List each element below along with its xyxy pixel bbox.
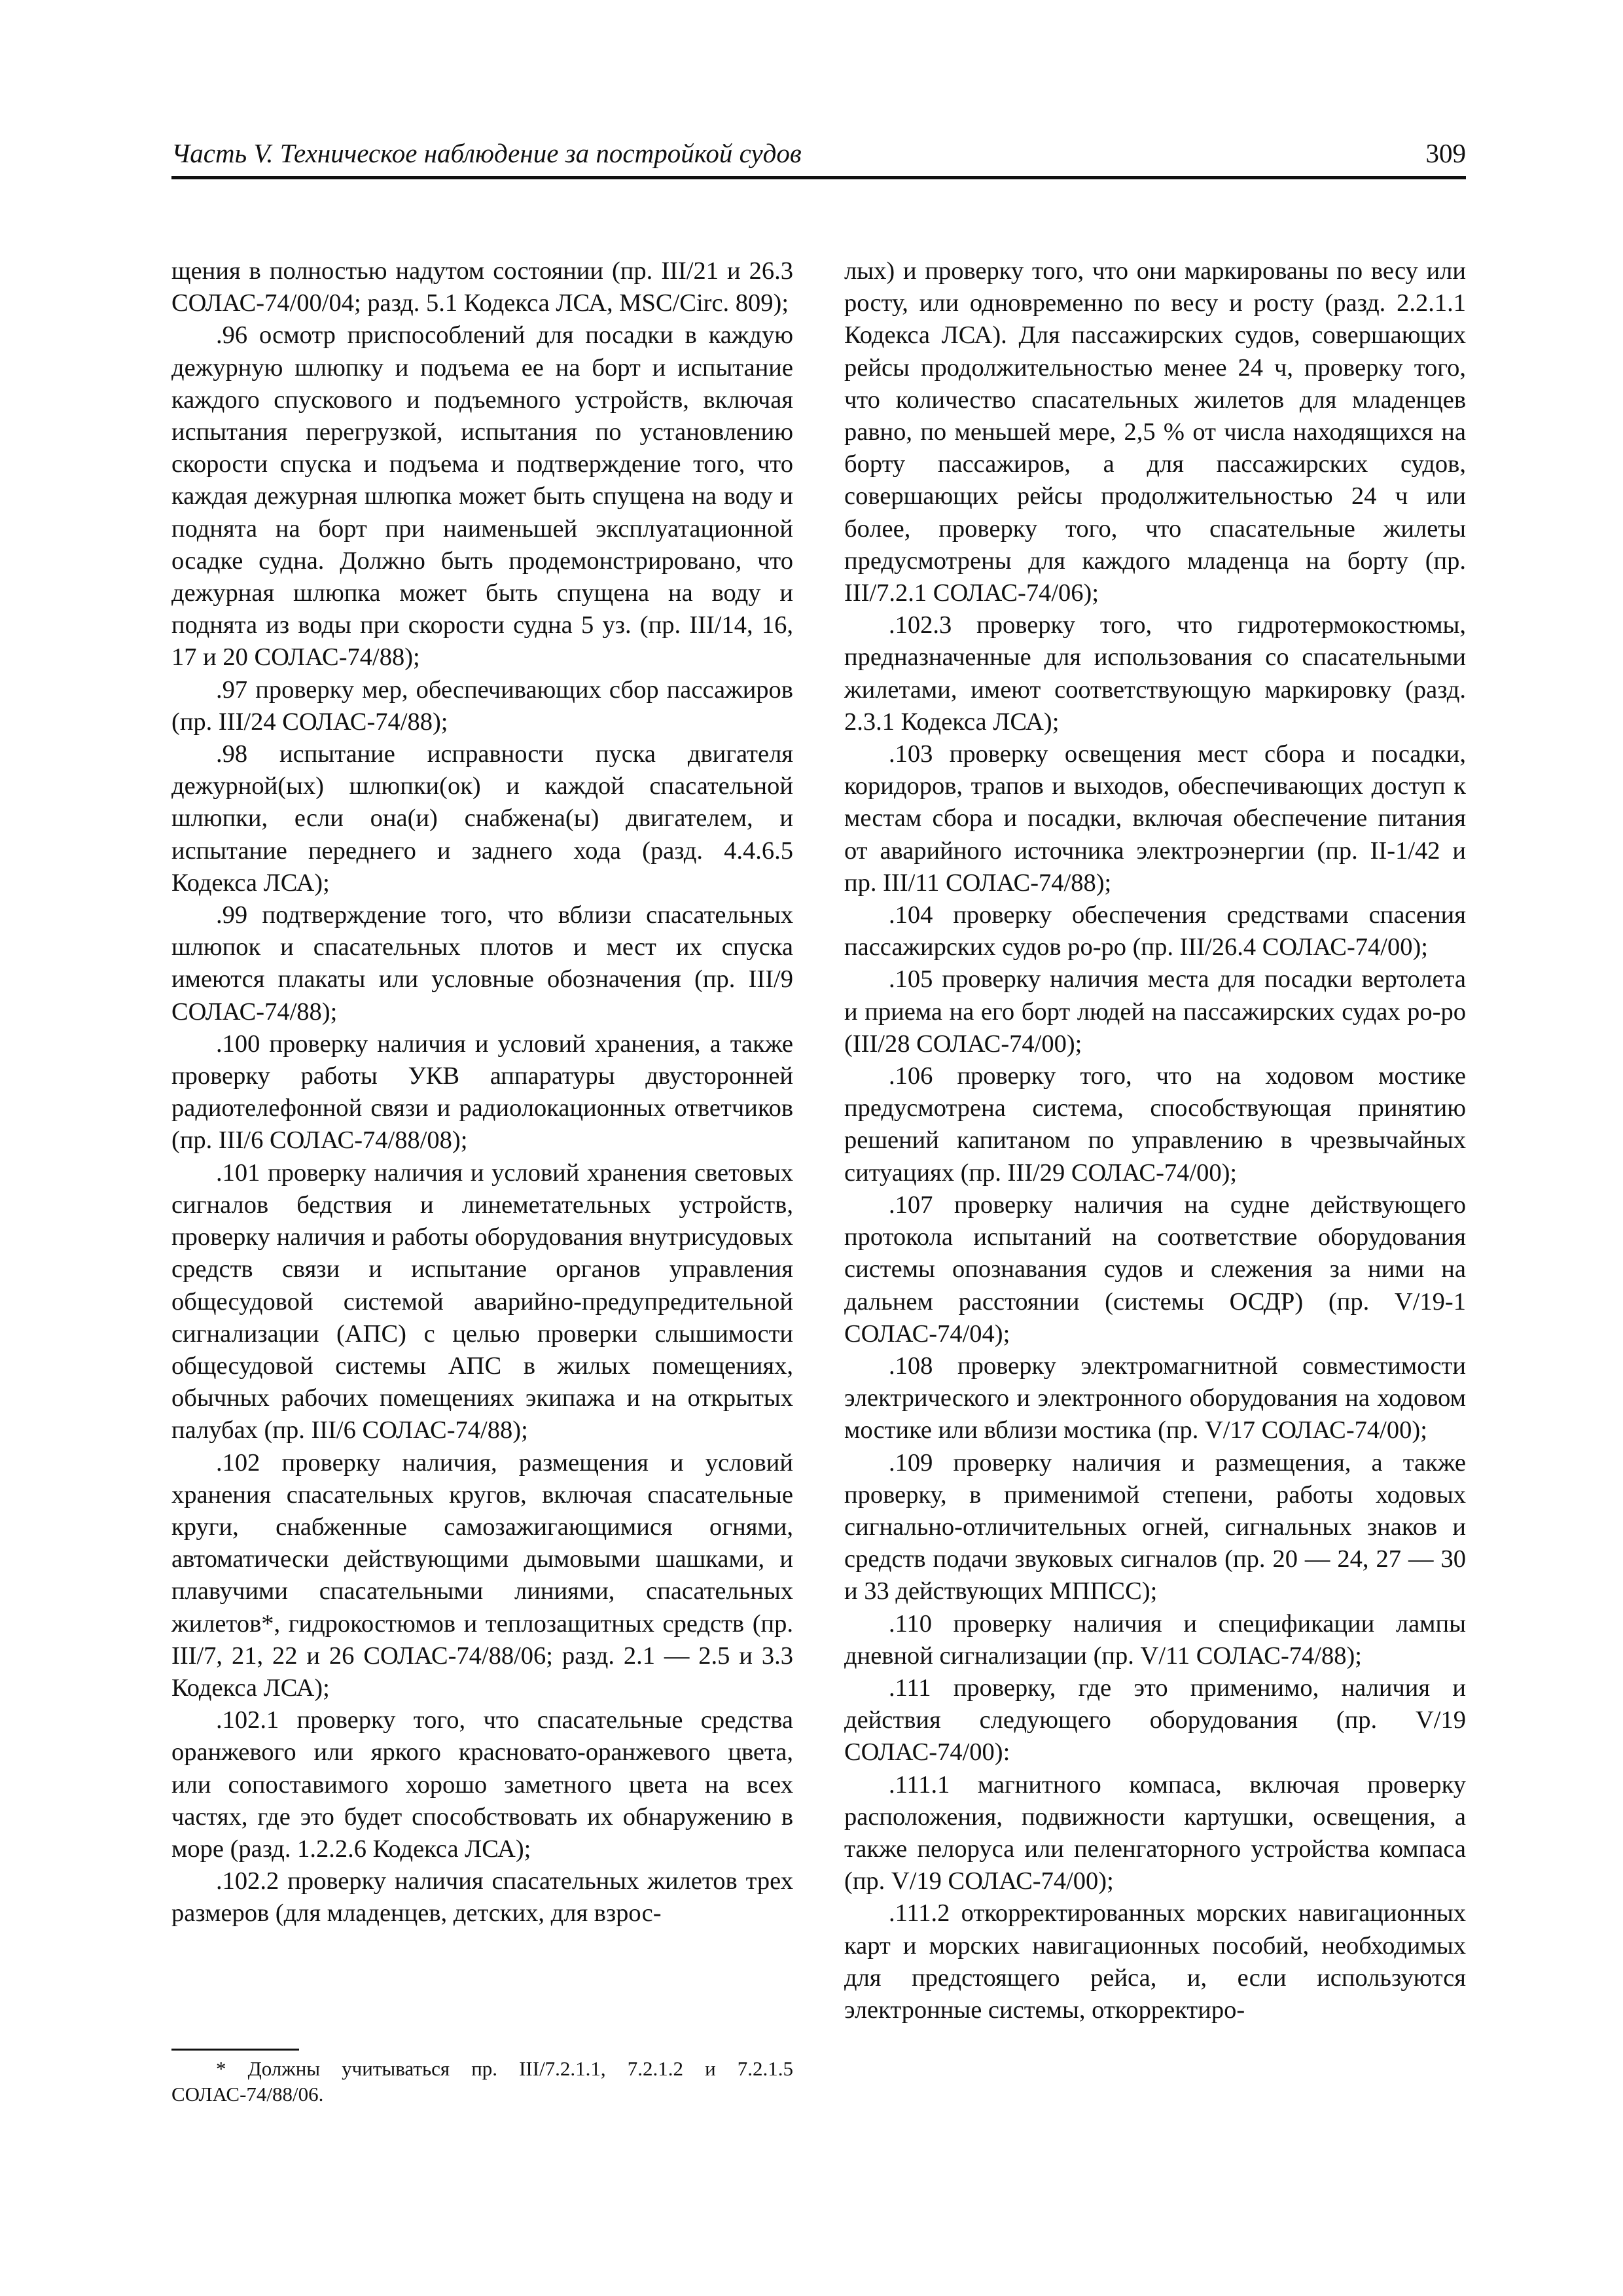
paragraph: .103 проверку освещения мест сбора и посадки, коридоров, трапов и выходов, обеспечивающих доступ к местам сбора и посадки, включая обеспечение питания от аварийного источника электроэнергии (пр. II-1/42 и пр. III/11 СОЛАС-74/88); bbox=[844, 740, 1466, 897]
paragraph: .102.3 проверку того, что гидротермокостюмы, предназначенные для использования со спасательными жилетами, имеют соответствующую маркировку (разд. 2.3.1 Кодекса ЛСА); bbox=[844, 611, 1466, 736]
header-rule bbox=[171, 176, 1466, 179]
footnote bbox=[171, 2049, 793, 2107]
paragraph: .105 проверку наличия места для посадки вертолета и приема на его борт людей на пассажирских судах ро-ро (III/28 СОЛАС-74/00); bbox=[844, 965, 1466, 1058]
paragraph: .107 проверку наличия на судне действующего протокола испытаний на соответствие оборудования системы опознавания судов и слежения за ними на дальнем расстоянии (системы ОСДР) (пр. V/19-1 СОЛАС-74/04); bbox=[844, 1191, 1466, 1348]
paragraph: .98 испытание исправности пуска двигателя дежурной(ых) шлюпки(ок) и каждой спасательной шлюпки, если она(и) снабжена(ы) двигателем, и испытание переднего и заднего хода (разд. 4.4.6.5 Кодекса ЛСА); bbox=[171, 740, 793, 897]
left-column bbox=[171, 255, 793, 1930]
paragraph: лых) и проверку того, что они маркированы по весу или росту, или одновременно по весу и росту (разд. 2.2.1.1 Кодекса ЛСА). Для пассажирских судов, совершающих рейсы продолжительностью менее 24 ч, проверку того, что количество спасательных жилетов для младенцев равно, по меньшей мере, 2,5 % от числа находящихся на борту пассажиров, а для пассажирских судов, совершающих рейсы продолжительностью 24 ч или более, проверку того, что спасательные жилеты предусмотрены для каждого младенца на борту (пр. III/7.2.1 СОЛАС-74/06); bbox=[844, 257, 1466, 607]
paragraph: .111 проверку, где это применимо, наличия и действия следующего оборудования (пр. V/19 СОЛАС-74/00): bbox=[844, 1674, 1466, 1767]
running-title: Часть V. Техническое наблюдение за постройкой судов bbox=[171, 138, 802, 168]
paragraph: .97 проверку мер, обеспечивающих сбор пассажиров (пр. III/24 СОЛАС-74/88); bbox=[171, 675, 793, 736]
paragraph: .108 проверку электромагнитной совместимости электрического и электронного оборудования на ходовом мостике или вблизи мостика (пр. V/17 СОЛАС-74/00); bbox=[844, 1352, 1466, 1444]
paragraph: .111.1 магнитного компаса, включая проверку расположения, подвижности картушки, освещения, а также пелоруса или пеленгаторного устройства компаса (пр. V/19 СОЛАС-74/00); bbox=[844, 1770, 1466, 1895]
paragraph: .102.2 проверку наличия спасательных жилетов трех размеров (для младенцев, детских, для взрос- bbox=[171, 1867, 793, 1928]
paragraph: .109 проверку наличия и размещения, а также проверку, в применимой степени, работы ходовых сигнально-отличительных огней, сигнальных знаков и средств подачи звуковых сигналов (пр. 20 — 24, 27 — 30 и 33 действующих МППСС); bbox=[844, 1448, 1466, 1605]
paragraph: .104 проверку обеспечения средствами спасения пассажирских судов ро-ро (пр. III/26.4 СОЛАС-74/00); bbox=[844, 901, 1466, 961]
footnote-rule bbox=[171, 2049, 299, 2051]
paragraph: .96 осмотр приспособлений для посадки в каждую дежурную шлюпку и подъема ее на борт и испытание каждого спускового и подъемного устройств, включая испытания перегрузкой, испытания по установлению скорости спуска и подъема и подтверждение того, что каждая дежурная шлюпка может быть спущена на воду и поднята на борт при наименьшей эксплуатационной осадке судна. Должно быть продемонстрировано, что дежурная шлюпка может быть спущена на воду и поднята из воды при скорости судна 5 уз. (пр. III/14, 16, 17 и 20 СОЛАС-74/88); bbox=[171, 321, 793, 672]
paragraph: .102 проверку наличия, размещения и условий хранения спасательных кругов, включая спасательные круги, снабженные самозажигающимися огнями, автоматически действующими дымовыми шашками, и плавучими спасательными линиями, спасательных жилетов*, гидрокостюмов и теплозащитных средств (пр. III/7, 21, 22 и 26 СОЛАС-74/88/06; разд. 2.1 — 2.5 и 3.3 Кодекса ЛСА); bbox=[171, 1448, 793, 1702]
paragraph: .101 проверку наличия и условий хранения световых сигналов бедствия и линеметательных устройств, проверку наличия и работы оборудования внутрисудовых средств связи и испытание органов управления общесудовой системой аварийно-предупредительной сигнализации (АПС) с целью проверки слышимости общесудовой системы АПС в жилых помещениях, обычных рабочих помещениях экипажа и на открытых палубах (пр. III/6 СОЛАС-74/88); bbox=[171, 1158, 793, 1444]
paragraph: щения в полностью надутом состоянии (пр. III/21 и 26.3 СОЛАС-74/00/04; разд. 5.1 Кодекса ЛСА, MSC/Circ. 809); bbox=[171, 257, 793, 317]
paragraph: .102.1 проверку того, что спасательные средства оранжевого или яркого красновато-оранжевого цвета, или сопоставимого хорошо заметного цвета на всех частях, где это будет способствовать их обнаружению в море (разд. 1.2.2.6 Кодекса ЛСА); bbox=[171, 1706, 793, 1863]
paragraph: .106 проверку того, что на ходовом мостике предусмотрена система, способствующая принятию решений капитаном по управлению в чрезвычайных ситуациях (пр. III/29 СОЛАС-74/00); bbox=[844, 1062, 1466, 1187]
paragraph: .111.2 откорректированных морских навигационных карт и морских навигационных пособий, необходимых для предстоящего рейса, и, если используются электронные системы, откорректиро- bbox=[844, 1899, 1466, 2024]
paragraph: .100 проверку наличия и условий хранения, а также проверку работы УКВ аппаратуры двусторонней радиотелефонной связи и радиолокационных ответчиков (пр. III/6 СОЛАС-74/88/08); bbox=[171, 1030, 793, 1155]
right-column bbox=[844, 255, 1466, 2026]
paragraph: .110 проверку наличия и спецификации лампы дневной сигнализации (пр. V/11 СОЛАС-74/88); bbox=[844, 1609, 1466, 1670]
page-header bbox=[171, 130, 1466, 179]
page-number: 309 bbox=[1425, 138, 1466, 168]
paragraph: .99 подтверждение того, что вблизи спасательных шлюпок и спасательных плотов и мест их спуска имеются плакаты или условные обозначения (пр. III/9 СОЛАС-74/88); bbox=[171, 901, 793, 1026]
footnote-text: * Должны учитываться пр. III/7.2.1.1, 7.2.1.2 и 7.2.1.5 СОЛАС-74/88/06. bbox=[171, 2057, 793, 2106]
